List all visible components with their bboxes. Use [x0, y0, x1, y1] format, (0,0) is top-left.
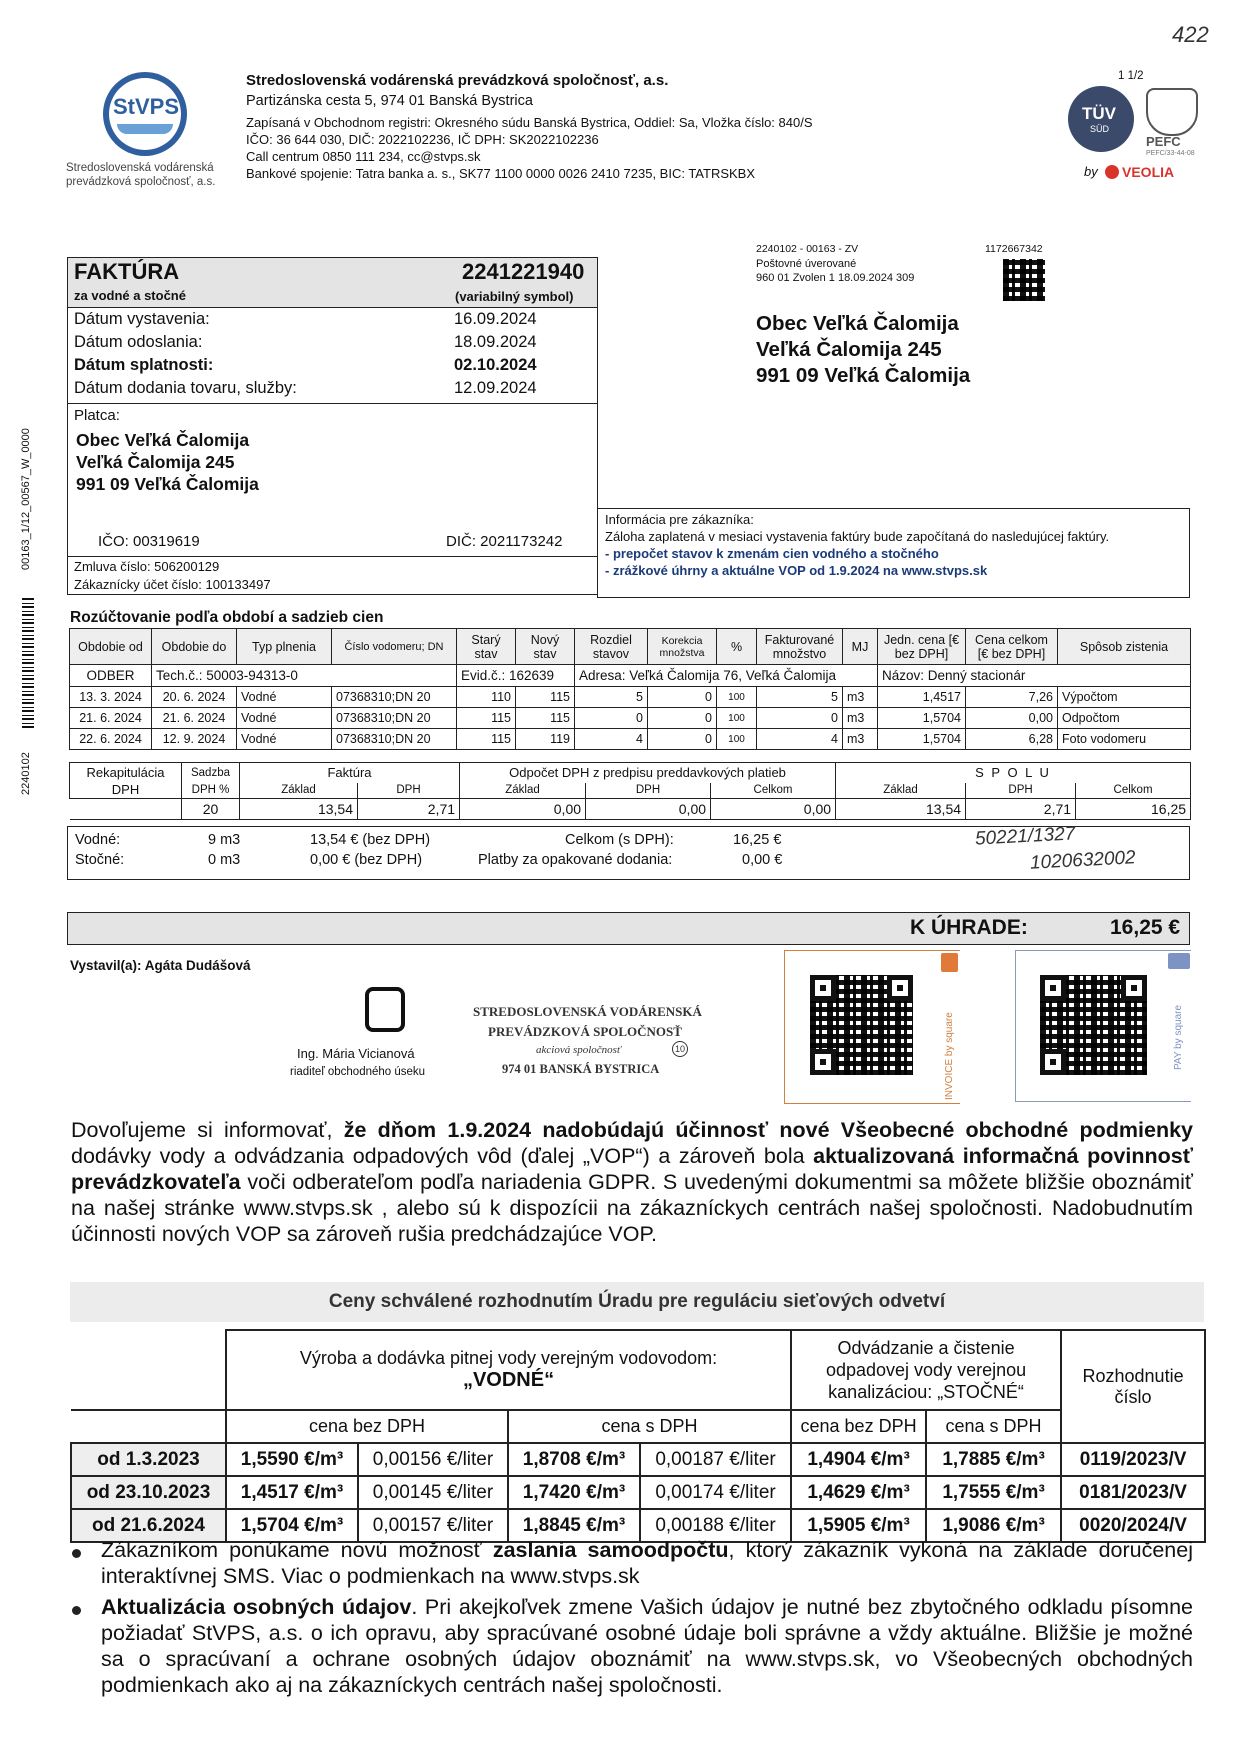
divider — [68, 556, 597, 557]
postal-line-1: 2240102 - 00163 - ZV — [756, 243, 859, 255]
cell: 0,00156 €/liter — [358, 1443, 508, 1476]
notice-text: Dovoľujeme si informovať, — [71, 1118, 344, 1142]
cell: 100 — [717, 708, 757, 729]
stamp-line-4: 974 01 BANSKÁ BYSTRICA — [502, 1062, 660, 1076]
notice-bold: aktualizovaná informačná povinnosť prevádzkovateľa — [71, 1144, 1194, 1194]
payer-line: Obec Veľká Čalomija — [76, 430, 250, 450]
notice-text: voči odberateľom podľa nariadenia GDPR. S uvedenými dokumentmi sa môžete bližšie oboznámiť na našej stránke www.stvps.sk , alebo sú k dispozícii na zákazníckych centrách našej spoločnosti. Nadobudnutím účinnosti nových VOP sa zároveň rušia predchádzajúce VOP. — [71, 1170, 1193, 1246]
amount-due-value: 16,25 € — [1110, 916, 1181, 939]
cell: 1,4904 €/m³ — [791, 1443, 926, 1476]
bullet-icon — [72, 1606, 81, 1615]
col-header: Základ — [836, 783, 966, 799]
col-header: Nový stav — [516, 629, 575, 665]
cell: 1,7555 €/m³ — [926, 1476, 1061, 1509]
recap-label-2: DPH — [111, 781, 140, 797]
stamp-line-2: PREVÁDZKOVÁ SPOLOČNOSŤ — [488, 1024, 682, 1039]
col-header: DPH — [358, 783, 460, 799]
invoice-icon — [941, 953, 958, 972]
cell: 0 — [575, 708, 648, 729]
cell: 1,5590 €/m³ — [226, 1443, 358, 1476]
repeat-value: 0,00 € — [742, 852, 783, 868]
bullet-bold: zaslania samoodpočtu — [492, 1538, 729, 1562]
cell: 4 — [575, 729, 648, 750]
price-period: od 1.3.2023 — [71, 1443, 226, 1476]
col-header: Jedn. cena [€ bez DPH] — [878, 629, 966, 665]
stamp-line-3: akciová spoločnosť — [536, 1044, 621, 1056]
bullet-icon — [72, 1549, 81, 1558]
billing-section-title: Rozúčtovanie podľa období a sadzieb cien — [70, 609, 384, 626]
date-value: 12.09.2024 — [454, 379, 537, 397]
cell: 0,00174 €/liter — [640, 1476, 791, 1509]
stvps-logo — [103, 72, 187, 156]
by-text: by — [1084, 164, 1098, 179]
cell: 1,9086 €/m³ — [926, 1509, 1061, 1542]
pefc-text: PEFC — [1146, 134, 1181, 149]
cell: 2,71 — [358, 799, 460, 820]
table-row — [70, 708, 1191, 729]
cell: 1,7885 €/m³ — [926, 1443, 1061, 1476]
veolia-icon — [1105, 165, 1119, 179]
cell: 119 — [516, 729, 575, 750]
prices-header-row — [71, 1330, 1205, 1410]
handwritten-note-2: 1020632002 — [1029, 847, 1137, 874]
invoice-by-square-label: INVOICE by square — [944, 1012, 955, 1100]
billing-header-row — [70, 629, 1191, 665]
side-code-2: 2240102 — [20, 752, 32, 795]
customer-info-line-3: - zrážkové úhrny a aktuálne VOP od 1.9.2024 na www.stvps.sk — [605, 563, 988, 578]
recap-faktura-header: Faktúra — [240, 763, 460, 783]
signatory-name: Ing. Mária Vicianová — [297, 1046, 415, 1061]
logo-text: StVPS — [113, 94, 180, 119]
cell: 1,5704 — [878, 708, 966, 729]
cell: 0,00157 €/liter — [358, 1509, 508, 1542]
odber-address: Adresa: Veľká Čalomija 76, Veľká Čalomija — [575, 665, 878, 687]
vodne-amount: 13,54 € (bez DPH) — [310, 832, 431, 848]
cell: 0,00187 €/liter — [640, 1443, 791, 1476]
date-label: Dátum dodania tovaru, služby: — [74, 379, 297, 397]
recipient-address — [756, 311, 970, 389]
odber-name: Názov: Denný stacionár — [878, 665, 1191, 687]
cell: 1,4629 €/m³ — [791, 1476, 926, 1509]
col-header: cena bez DPH — [226, 1410, 508, 1443]
side-code: 00163_1/12_00567_W_0000 — [20, 428, 32, 570]
cell: 1,5905 €/m³ — [791, 1509, 926, 1542]
cell: 115 — [457, 729, 516, 750]
cell: 110 — [457, 687, 516, 708]
payer-dic: DIČ: 2021173242 — [446, 533, 563, 550]
pay-qr-code[interactable] — [1040, 975, 1147, 1075]
date-value: 02.10.2024 — [454, 356, 537, 374]
empty-cell — [71, 1330, 226, 1410]
cell: Vodné — [237, 687, 332, 708]
cell: 1,4517 €/m³ — [226, 1476, 358, 1509]
recap-values-row — [70, 799, 1191, 820]
signature-mark — [365, 987, 405, 1032]
pefc-tree-icon — [1146, 88, 1198, 136]
cell: m3 — [843, 708, 878, 729]
odber-label: ODBER — [70, 665, 152, 687]
cell: 16,25 — [1076, 799, 1191, 820]
stocne-amount: 0,00 € (bez DPH) — [310, 852, 423, 868]
logo-caption-1: Stredoslovenská vodárenská — [66, 162, 214, 174]
cell: Vodné — [237, 708, 332, 729]
cell: 0181/2023/V — [1061, 1476, 1205, 1509]
cell: 13,54 — [836, 799, 966, 820]
col-header: Celkom — [1076, 783, 1191, 799]
col-header: Číslo vodomeru; DN — [332, 629, 457, 665]
stocne-qty: 0 m3 — [208, 852, 241, 868]
bullet-text: Zákazníkom ponúkame novú možnosť — [101, 1538, 493, 1562]
customer-account: Zákaznícky účet číslo: 100133497 — [74, 577, 271, 592]
notice-text: dodávky vody a odvádzania odpadových vôd (ďalej „VOP“) a zároveň bola — [71, 1144, 814, 1168]
cell: 20 — [182, 799, 240, 820]
col-header: Základ — [460, 783, 586, 799]
col-header: Korekcia množstva — [648, 629, 717, 665]
col-header: Cena celkom [€ bez DPH] — [966, 629, 1058, 665]
cell: 0,00145 €/liter — [358, 1476, 508, 1509]
cell: 4 — [757, 729, 843, 750]
tuv-sub-text: SÜD — [1090, 124, 1110, 134]
prices-table — [70, 1329, 1206, 1543]
col-header: cena s DPH — [926, 1410, 1061, 1443]
cell: 7,26 — [966, 687, 1058, 708]
amount-due-label: K ÚHRADE: — [910, 916, 1028, 939]
invoice-qr-code[interactable] — [810, 975, 913, 1075]
payer-label: Platca: — [74, 407, 120, 424]
col-header: Obdobie od — [70, 629, 152, 665]
date-value: 16.09.2024 — [454, 310, 537, 328]
vodne-qty: 9 m3 — [208, 832, 241, 848]
date-label: Dátum splatnosti: — [74, 356, 214, 374]
cell: 20. 6. 2024 — [152, 687, 237, 708]
stamp-number: 10 — [672, 1041, 688, 1057]
bullet-text: . Pri akejkoľvek zmene Vašich údajov je nutné bez zbytočného odkladu písomne požiadať StVPS, a.s. o ich opravu, aby spracúvané osobné údaje boli správne a vždy aktuálne. Bližšie je možné sa o spracúvaní a ochrane osobných údajov oboznámiť na www.stvps.sk, vo Všeobecných obchodných podmienkach ako aj na zákazníckych centrách našej spoločnosti. — [101, 1595, 1194, 1697]
date-row — [74, 333, 574, 356]
cell: 2,71 — [966, 799, 1076, 820]
vodne-header-text: Výroba a dodávka pitnej vody verejným vodovodom: — [299, 1348, 718, 1368]
vodne-label: Vodné: — [75, 832, 121, 848]
empty-cell — [71, 1410, 226, 1443]
prices-title: Ceny schválené rozhodnutím Úradu pre reguláciu sieťových odvetví — [328, 1291, 946, 1312]
cell: 21. 6. 2024 — [70, 708, 152, 729]
cell: 1,8845 €/m³ — [508, 1509, 640, 1542]
recap-odpocet-header: Odpočet DPH z predpisu preddavkových platieb — [460, 763, 836, 783]
col-header: % — [717, 629, 757, 665]
date-row — [74, 310, 574, 333]
cell: 1,4517 — [878, 687, 966, 708]
recipient-line: Obec Veľká Čalomija — [756, 312, 959, 335]
date-value: 18.09.2024 — [454, 333, 537, 351]
cell: 5 — [757, 687, 843, 708]
customer-info-line-2: - prepočet stavov k zmenám cien vodného a stočného — [605, 546, 939, 561]
divider — [68, 403, 597, 404]
rate-label-2: DPH % — [182, 783, 240, 799]
col-header: Spôsob zistenia — [1058, 629, 1191, 665]
odber-row — [70, 665, 1191, 687]
col-header: MJ — [843, 629, 878, 665]
recap-header-row — [70, 763, 1191, 783]
col-header: Celkom — [711, 783, 836, 799]
cell: 115 — [516, 708, 575, 729]
col-header: Obdobie do — [152, 629, 237, 665]
col-header: cena bez DPH — [791, 1410, 926, 1443]
pay-card-icon — [1168, 953, 1190, 969]
cell: 0 — [648, 708, 717, 729]
vodne-header-bold: „VODNÉ“ — [462, 1369, 555, 1391]
recipient-line: 991 09 Veľká Čalomija — [756, 364, 971, 387]
cell: 115 — [516, 687, 575, 708]
cell: 0,00 — [586, 799, 711, 820]
odber-evid: Evid.č.: 162639 — [457, 665, 575, 687]
cell: Vodné — [237, 729, 332, 750]
due-date-row — [74, 356, 574, 379]
issuer-bank: Bankové spojenie: Tatra banka a. s., SK77 1100 0000 0026 2410 7235, BIC: TATRSKBX — [246, 166, 756, 181]
cell: Foto vodomeru — [1058, 729, 1191, 750]
table-row — [71, 1443, 1205, 1476]
col-header: DPH — [966, 783, 1076, 799]
recap-label — [70, 763, 182, 799]
price-period: od 23.10.2023 — [71, 1476, 226, 1509]
total-value: 16,25 € — [733, 832, 782, 848]
issuer-name: Stredoslovenská vodárenská prevádzková spoločnosť, a.s. — [246, 72, 669, 89]
cell: 0,00 — [711, 799, 836, 820]
cell: 07368310;DN 20 — [332, 687, 457, 708]
decision-header: Rozhodnutie číslo — [1061, 1330, 1205, 1443]
issuer-address: Partizánska cesta 5, 974 01 Banská Bystrica — [246, 93, 533, 109]
invoice-title: FAKTÚRA — [74, 259, 180, 284]
col-header: DPH — [586, 783, 711, 799]
notice-bold: že dňom 1.9.2024 nadobúdajú účinnosť nové Všeobecné obchodné podmienky — [343, 1118, 1193, 1142]
cell: 22. 6. 2024 — [70, 729, 152, 750]
odber-tech: Tech.č.: 50003-94313-0 — [152, 665, 457, 687]
variable-symbol-label: (variabilný symbol) — [455, 289, 574, 304]
date-row — [74, 379, 574, 402]
issued-by: Vystavil(a): Agáta Dudášová — [70, 958, 251, 973]
cell: 13,54 — [240, 799, 358, 820]
cell: 1,5704 — [878, 729, 966, 750]
cell: 1,7420 €/m³ — [508, 1476, 640, 1509]
handwritten-page-note: 422 — [1172, 22, 1209, 47]
cell: 0 — [648, 729, 717, 750]
veolia-text: VEOLIA — [1122, 164, 1175, 180]
cell: 21. 6. 2024 — [152, 708, 237, 729]
col-header: Základ — [240, 783, 358, 799]
table-row — [70, 687, 1191, 708]
wave-icon — [117, 124, 173, 134]
bullet-bold: Aktualizácia osobných údajov — [101, 1595, 412, 1619]
cell: 07368310;DN 20 — [332, 729, 457, 750]
col-header: Fakturované množstvo — [757, 629, 843, 665]
cell: 100 — [717, 687, 757, 708]
pay-by-square-label: PAY by square — [1173, 1004, 1184, 1070]
cell: 0020/2024/V — [1061, 1509, 1205, 1542]
bullet-samoodpocet — [101, 1537, 1193, 1589]
empty-cell — [70, 799, 182, 820]
repeat-label: Platby za opakované dodania: — [478, 852, 673, 868]
invoice-dates — [74, 310, 574, 402]
date-label: Dátum vystavenia: — [74, 310, 210, 328]
cell: 6,28 — [966, 729, 1058, 750]
cell: 115 — [457, 708, 516, 729]
col-header: Typ plnenia — [237, 629, 332, 665]
postal-line-2: Poštovné úverované — [756, 258, 857, 270]
vodne-header — [226, 1330, 791, 1410]
table-row — [70, 729, 1191, 750]
invoice-number: 2241221940 — [462, 259, 585, 284]
cell: 0,00 — [460, 799, 586, 820]
cell: 100 — [717, 729, 757, 750]
cell: 0119/2023/V — [1061, 1443, 1205, 1476]
price-period: od 21.6.2024 — [71, 1509, 226, 1542]
cell: 0,00188 €/liter — [640, 1509, 791, 1542]
page-indicator: 1 1/2 — [1118, 70, 1144, 82]
stamp-line-1: STREDOSLOVENSKÁ VODÁRENSKÁ — [473, 1004, 702, 1019]
cell: 1,5704 €/m³ — [226, 1509, 358, 1542]
date-label: Dátum odoslania: — [74, 333, 203, 351]
invoice-subtitle: za vodné a stočné — [74, 288, 186, 303]
side-barcode — [22, 598, 34, 728]
issuer-ids: IČO: 36 644 030, DIČ: 2022102236, IČ DPH: SK2022102236 — [246, 132, 599, 147]
issuer-call-centre: Call centrum 0850 111 234, cc@stvps.sk — [246, 149, 481, 164]
prices-subheader-row — [71, 1410, 1205, 1443]
recipient-line: Veľká Čalomija 245 — [756, 338, 942, 361]
col-header: Starý stav — [457, 629, 516, 665]
recap-table — [69, 762, 1191, 820]
postal-line-3: 960 01 Zvolen 1 18.09.2024 309 — [756, 272, 915, 284]
stocne-header: Odvádzanie a čistenie odpadovej vody verejnou kanalizáciou: „STOČNÉ“ — [791, 1330, 1061, 1410]
recap-spolu-header: S P O L U — [836, 763, 1191, 783]
total-label: Celkom (s DPH): — [565, 832, 674, 848]
recap-label-1: Rekapitulácia — [86, 764, 165, 780]
table-row — [71, 1476, 1205, 1509]
vop-notice — [71, 1117, 1193, 1247]
signatory-role: riaditeľ obchodného úseku — [290, 1066, 426, 1078]
cell: 5 — [575, 687, 648, 708]
customer-info-title: Informácia pre zákazníka: — [605, 512, 754, 527]
bullet-text: , ktorý zákazník vykoná na základe doručenej interaktívnej SMS. Viac o podmienkach na www.stvps.sk — [101, 1538, 1194, 1588]
cell: 1,8708 €/m³ — [508, 1443, 640, 1476]
payer-line: Veľká Čalomija 245 — [76, 452, 235, 472]
issuer-registry: Zapísaná v Obchodnom registri: Okresného súdu Banská Bystrica, Oddiel: Sa, Vložka číslo: 840/S — [246, 115, 813, 130]
contract-number: Zmluva číslo: 506200129 — [74, 559, 220, 574]
cell: 13. 3. 2024 — [70, 687, 152, 708]
cell: m3 — [843, 729, 878, 750]
postal-code: 1172667342 — [985, 243, 1043, 255]
cell: Odpočtom — [1058, 708, 1191, 729]
cell: 12. 9. 2024 — [152, 729, 237, 750]
cell: m3 — [843, 687, 878, 708]
tuv-text: TÜV — [1082, 104, 1116, 123]
rate-label: Sadzba — [182, 763, 240, 783]
tuv-badge — [1068, 86, 1134, 152]
billing-table — [69, 628, 1191, 750]
logo-caption-2: prevádzková spoločnosť, a.s. — [66, 176, 216, 188]
cell: Výpočtom — [1058, 687, 1191, 708]
stocne-label: Stočné: — [75, 852, 125, 868]
postal-2d-code — [1003, 259, 1045, 301]
col-header: Rozdiel stavov — [575, 629, 648, 665]
customer-info-line-1: Záloha zaplatená v mesiaci vystavenia faktúry bude započítaná do nasledujúcej faktúry. — [605, 529, 1110, 544]
payer-address — [76, 429, 259, 495]
cell: 07368310;DN 20 — [332, 708, 457, 729]
payer-ico: IČO: 00319619 — [98, 533, 200, 550]
handwritten-note-1: 50221/1327 — [974, 823, 1076, 850]
pefc-code: PEFC/33-44-08 — [1146, 150, 1195, 157]
bullet-osobne-udaje — [101, 1594, 1193, 1698]
cell: 0 — [757, 708, 843, 729]
cell: 0,00 — [966, 708, 1058, 729]
recap-subheader-row — [70, 783, 1191, 799]
cell: 0 — [648, 687, 717, 708]
col-header: cena s DPH — [508, 1410, 791, 1443]
payer-line: 991 09 Veľká Čalomija — [76, 474, 259, 494]
